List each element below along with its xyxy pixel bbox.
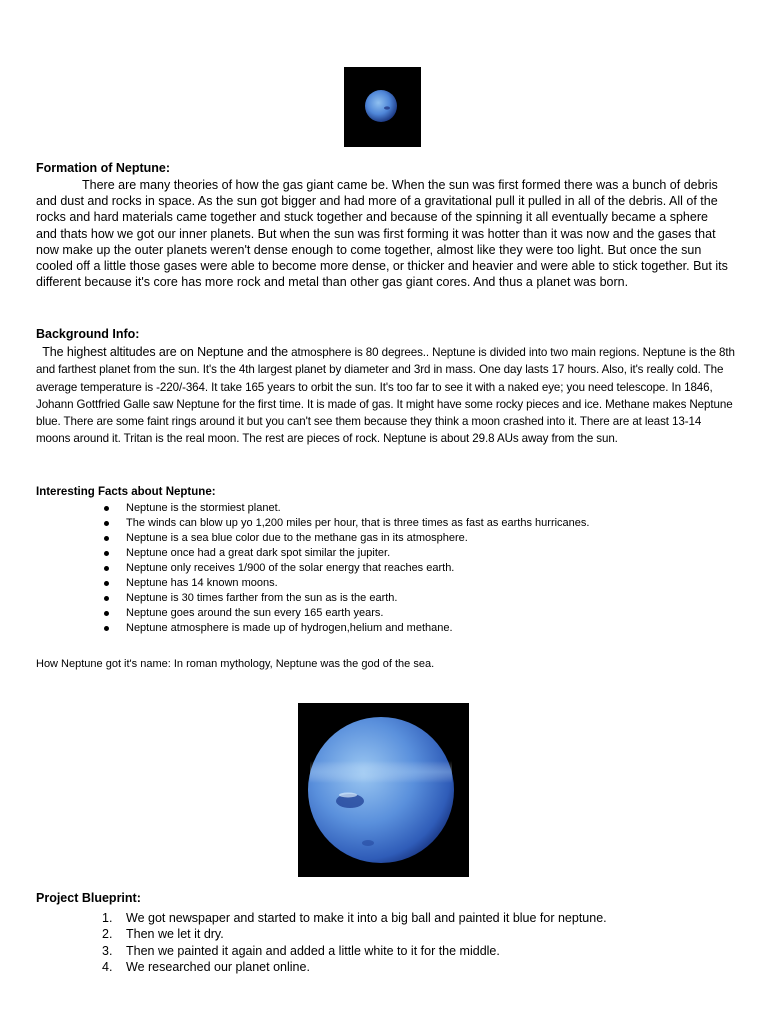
list-item: Neptune is 30 times farther from the sun as is the earth.	[102, 591, 589, 606]
neptune-small-graphic	[344, 67, 421, 147]
list-item: 2. Then we let it dry.	[102, 927, 224, 942]
list-item: 1. We got newspaper and started to make it into a big ball and painted it blue for neptune.	[102, 911, 607, 925]
list-item: 4. We researched our planet online.	[102, 960, 310, 975]
facts-heading: Interesting Facts about Neptune:	[36, 486, 216, 498]
name-origin-text: How Neptune got it's name: In roman mythology, Neptune was the god of the sea.	[36, 658, 435, 670]
bullet-icon	[104, 596, 109, 601]
background-heading: Background Info:	[36, 327, 140, 341]
bullet-icon	[104, 581, 109, 586]
list-item: Neptune only receives 1/900 of the solar energy that reaches earth.	[102, 561, 589, 576]
bullet-icon	[104, 521, 109, 526]
bullet-icon	[104, 611, 109, 616]
formation-heading: Formation of Neptune:	[36, 161, 171, 175]
bullet-icon	[104, 506, 109, 511]
neptune-image-large	[298, 703, 469, 877]
neptune-large-graphic	[298, 703, 469, 877]
list-item: Neptune atmosphere is made up of hydrogen,helium and methane.	[102, 621, 589, 636]
blueprint-steps	[102, 910, 607, 976]
bullet-icon	[104, 551, 109, 556]
list-item: 3. Then we painted it again and added a little white to it for the middle.	[102, 943, 500, 958]
bullet-icon	[104, 626, 109, 631]
background-lead: The highest altitudes are on Neptune and the	[42, 345, 289, 359]
bullet-icon	[104, 536, 109, 541]
formation-text: There are many theories of how the gas giant came be. When the sun was first formed there was a bunch of debris and dust and rocks in space. As the sun got bigger and had more of a gravitational pull it pulled in all of the debris. All of the rocks and hard materials came together and stuck together and because of the spinning it all eventually became a sphere and thats how we got our inner planets. But when the sun was first forming it was hotter than it was now and the gases that now make up the outer planets weren't dense enough to come together, almost like they were too light. But once the sun cooled off a little those gases were able to become more dense, or thicker and heavier and were able to stick together. But its different because it's core has more rock and metal than other gas giant cores. And thus a planet was born.	[36, 178, 728, 290]
formation-paragraph	[36, 177, 732, 290]
bullet-icon	[104, 566, 109, 571]
list-item: Neptune is the stormiest planet.	[102, 501, 589, 516]
list-item: Neptune has 14 known moons.	[102, 576, 589, 591]
background-text: atmosphere is 80 degrees.. Neptune is divided into two main regions. Neptune is the 8th and farthest planet from the sun. It's the 4th largest planet by diameter and 3rd in mass. One day lasts 17 hours. Also, it's really cold. The average temperature is -220/-364. It take 165 years to orbit the sun. It's too far to see it with a naked eye; you need telescope. In 1846, Johann Gottfried Galle saw Neptune for the first time. It is made of gas. It might have some rocky pieces and ice. Methane makes Neptune blue. There are some faint rings around it but you can't see them because they think a moon crashed into it. There are at least 13-14 moons around it. Tritan is the real moon. The rest are pieces of rock. Neptune is about 29.8 AUs away from the sun.	[36, 346, 735, 446]
facts-list	[102, 501, 589, 636]
list-item: Neptune goes around the sun every 165 earth years.	[102, 606, 589, 621]
list-item: Neptune once had a great dark spot similar the jupiter.	[102, 546, 589, 561]
list-item: The winds can blow up yo 1,200 miles per hour, that is three times as fast as earths hurricanes.	[102, 516, 589, 531]
list-item: Neptune is a sea blue color due to the methane gas in its atmosphere.	[102, 531, 589, 546]
blueprint-heading: Project Blueprint:	[36, 891, 141, 905]
neptune-image-small	[344, 67, 421, 147]
background-paragraph	[36, 344, 736, 448]
